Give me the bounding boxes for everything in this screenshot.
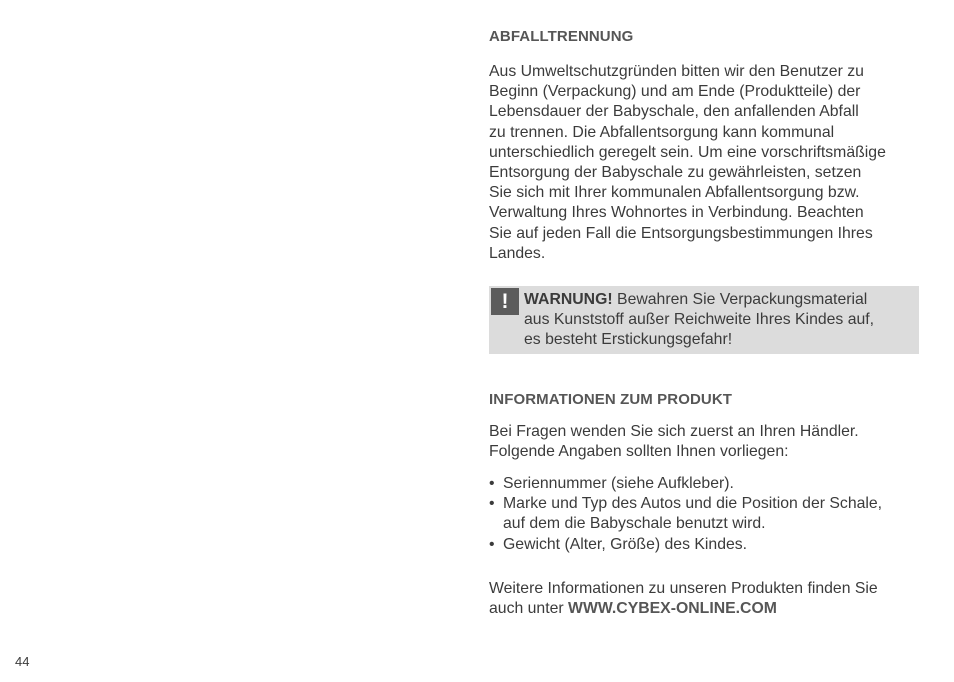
warning-label: WARNUNG! bbox=[524, 291, 613, 308]
paragraph-line: Landes. bbox=[489, 244, 546, 262]
paragraph-line: Weitere Informationen zu unseren Produkten finden Sie bbox=[489, 580, 878, 597]
paragraph-line: Bei Fragen wenden Sie sich zuerst an Ihren Händler. bbox=[489, 423, 859, 440]
exclamation-icon: ! bbox=[491, 288, 519, 315]
paragraph-line: unterschiedlich geregelt sein. Um eine vorschriftsmäßige bbox=[489, 143, 886, 161]
paragraph-line bbox=[489, 599, 919, 619]
paragraph-line: Beginn (Verpackung) und am Ende (Produktteile) der bbox=[489, 83, 861, 101]
paragraph-line: Aus Umweltschutzgründen bitten wir den Benutzer zu bbox=[489, 63, 864, 80]
waste-separation-paragraph bbox=[489, 62, 919, 264]
required-info-list bbox=[489, 474, 882, 555]
paragraph-line: Verwaltung Ihres Wohnortes in Verbindung. Beachten bbox=[489, 204, 864, 222]
bullet-icon: • bbox=[489, 495, 495, 513]
paragraph-line: zu trennen. Die Abfallentsorgung kann kommunal bbox=[489, 123, 835, 141]
section-heading-product-info: INFORMATIONEN ZUM PRODUKT bbox=[489, 391, 733, 408]
list-item-text: Marke und Typ des Autos und die Position der Schale, bbox=[503, 495, 883, 513]
warning-line bbox=[524, 290, 874, 310]
product-info-intro bbox=[489, 422, 919, 462]
page-number: 44 bbox=[15, 654, 30, 669]
paragraph-line: Sie sich mit Ihrer kommunalen Abfallentsorgung bzw. bbox=[489, 184, 860, 202]
paragraph-line: Lebensdauer der Babyschale, den anfallenden Abfall bbox=[489, 103, 859, 121]
warning-box bbox=[489, 286, 919, 354]
bullet-icon: • bbox=[489, 475, 495, 492]
bullet-icon: • bbox=[489, 535, 495, 553]
paragraph-line: Entsorgung der Babyschale zu gewährleisten, setzen bbox=[489, 164, 862, 182]
more-info-prefix: auch unter bbox=[489, 600, 569, 618]
paragraph-line: Folgende Angaben sollten Ihnen vorliegen: bbox=[489, 443, 789, 461]
list-item bbox=[489, 494, 882, 534]
warning-text bbox=[524, 290, 874, 351]
list-item bbox=[489, 535, 882, 555]
list-item-text: Gewicht (Alter, Größe) des Kindes. bbox=[503, 535, 748, 553]
section-heading-waste-separation: ABFALLTRENNUNG bbox=[489, 28, 634, 45]
more-info-paragraph bbox=[489, 579, 919, 619]
warning-line: aus Kunststoff außer Reichweite Ihres Kindes auf, bbox=[524, 311, 875, 329]
warning-line1-text: Bewahren Sie Verpackungsmaterial bbox=[612, 291, 868, 308]
list-item-text: auf dem die Babyschale benutzt wird. bbox=[503, 515, 766, 533]
website-link[interactable]: WWW.CYBEX-ONLINE.COM bbox=[568, 600, 777, 618]
list-item-text: Seriennummer (siehe Aufkleber). bbox=[503, 475, 734, 492]
list-item bbox=[489, 474, 882, 494]
warning-line: es besteht Erstickungsgefahr! bbox=[524, 331, 733, 349]
paragraph-line: Sie auf jeden Fall die Entsorgungsbestimmungen Ihres bbox=[489, 224, 873, 242]
